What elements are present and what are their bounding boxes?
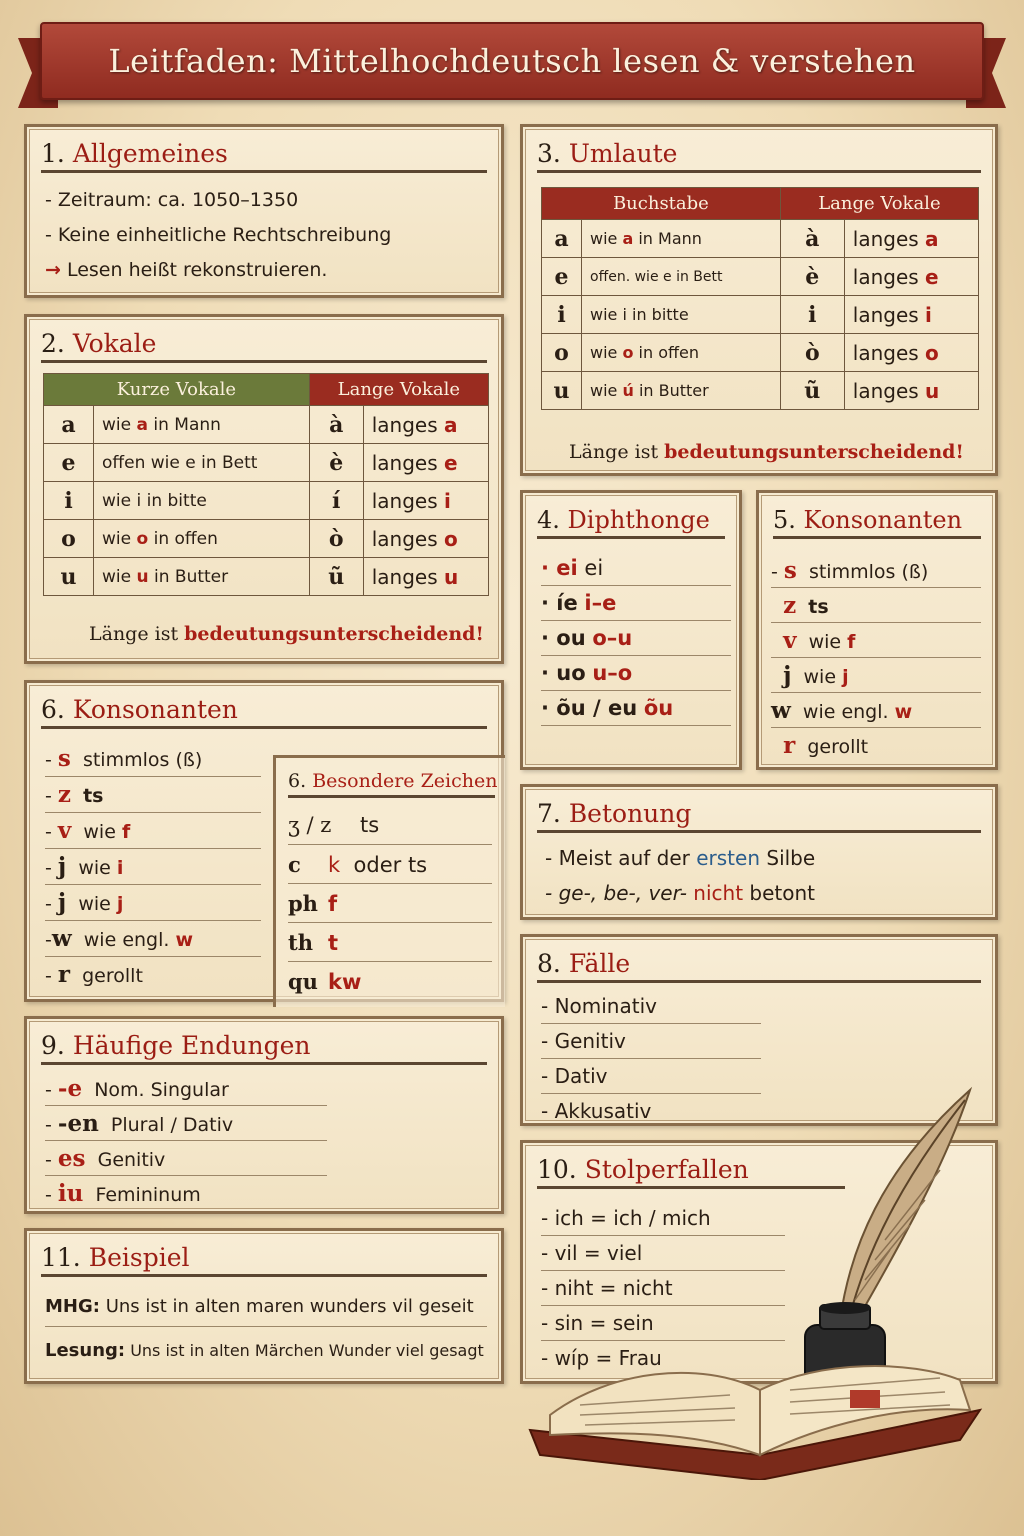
list-item: ʒ / z ts: [288, 806, 492, 845]
list-item: r gerollt: [783, 732, 869, 759]
list-item: - Akkusativ: [541, 1099, 652, 1123]
section-konsonanten-5: [756, 490, 998, 770]
table-row: i wie i in bitte i langes i: [542, 296, 979, 334]
vowel-note: Länge ist bedeutungsunterscheidend!: [89, 623, 484, 645]
table-row: e offen. wie e in Bett è langes e: [542, 258, 979, 296]
list-item: - es Genitiv: [45, 1141, 327, 1176]
allgemeines-list: [45, 183, 485, 288]
list-item: → Lesen heißt rekonstruieren.: [45, 259, 328, 281]
list-item: - wíp = Frau: [541, 1346, 662, 1370]
umlaut-note: Länge ist bedeutungsunterscheidend!: [569, 441, 964, 463]
diphthong-list: [541, 551, 731, 726]
section-betonung: [520, 784, 998, 920]
list-item: - niht = nicht: [541, 1271, 785, 1306]
list-item: - Meist auf der ersten Silbe: [545, 846, 816, 870]
list-item: z ts: [771, 588, 981, 623]
list-item: · uo u–o: [541, 656, 731, 691]
list-item: -w wie engl. w: [45, 921, 261, 957]
section-umlaute: [520, 124, 998, 476]
konsonanten-list: [771, 553, 981, 763]
list-item: - sin = sein: [541, 1306, 785, 1341]
section-heading: 11. Beispiel: [41, 1239, 487, 1277]
list-item: - Genitiv: [541, 1024, 761, 1059]
list-item: - r gerollt: [45, 961, 143, 988]
list-item: - z ts: [45, 777, 261, 813]
title-banner: [40, 22, 984, 100]
list-item: · ou o–u: [541, 621, 731, 656]
list-item: c k oder ts: [288, 845, 492, 884]
zeichen-list: [288, 806, 492, 1001]
section-heading: 5. Konsonanten: [773, 501, 981, 539]
konsonanten-list: [45, 741, 261, 993]
list-item: - Keine einheitliche Rechtschreibung: [45, 224, 392, 246]
table-header: Buchstabe: [542, 188, 781, 220]
section-heading: 4. Diphthonge: [537, 501, 725, 539]
list-item: - Nominativ: [541, 989, 761, 1024]
section-konsonanten-6: [24, 680, 504, 1002]
list-item: - s stimmlos (ß): [771, 553, 981, 588]
table-row: u wie ú in Butter ũ langes u: [542, 372, 979, 410]
list-item: - iu Femininum: [45, 1180, 201, 1207]
list-item: - Dativ: [541, 1059, 761, 1094]
table-row: u wie u in Butter ũ langes u: [44, 558, 489, 596]
section-heading: 1. Allgemeines: [41, 135, 487, 173]
list-item: - j wie i: [45, 849, 261, 885]
section-allgemeines: [24, 124, 504, 298]
list-item: v wie f: [771, 623, 981, 658]
list-item: w wie engl. w: [771, 693, 981, 728]
section-heading: 8. Fälle: [537, 945, 981, 983]
section-heading: 2. Vokale: [41, 325, 487, 363]
list-item: - vil = viel: [541, 1236, 785, 1271]
table-row: a wie a in Mann à langes a: [44, 406, 489, 444]
list-item: - s stimmlos (ß): [45, 741, 261, 777]
section-endungen: [24, 1016, 504, 1214]
example-lesung: Lesung: Uns ist in alten Märchen Wunder viel gesagt: [45, 1340, 484, 1361]
section-diphthonge: [520, 490, 742, 770]
table-row: o wie o in offen ò langes o: [44, 520, 489, 558]
list-item: - -e Nom. Singular: [45, 1071, 327, 1106]
list-item: - -en Plural / Dativ: [45, 1106, 327, 1141]
section-heading: 6. Besondere Zeichen: [288, 764, 495, 798]
section-vokale: [24, 314, 504, 664]
list-item: th t: [288, 923, 492, 962]
arrow-icon: →: [45, 259, 61, 281]
list-item: · õu / eu õu: [541, 691, 731, 726]
endungen-list: [45, 1071, 327, 1211]
betonung-list: [545, 841, 985, 911]
section-heading: 6. Konsonanten: [41, 691, 487, 729]
list-item: · ei ei: [541, 551, 731, 586]
subsection-besondere-zeichen: [273, 755, 505, 1007]
section-heading: 10. Stolperfallen: [537, 1151, 845, 1189]
table-header: Lange Vokale: [780, 188, 978, 220]
quill-icon: [840, 1090, 970, 1320]
section-heading: 9. Häufige Endungen: [41, 1027, 487, 1065]
table-row: a wie a in Mann à langes a: [542, 220, 979, 258]
table-row: i wie i in bitte í langes i: [44, 482, 489, 520]
vowel-table: [43, 373, 489, 596]
list-item: - ge-, be-, ver- nicht betont: [545, 881, 815, 905]
list-item: - v wie f: [45, 813, 261, 849]
example-mhg: MHG: Uns ist in alten maren wunders vil geseit: [45, 1287, 487, 1327]
table-row: o wie o in offen ò langes o: [542, 334, 979, 372]
table-header: Lange Vokale: [309, 374, 488, 406]
book-icon: [530, 1366, 980, 1480]
list-item: j wie j: [771, 658, 981, 693]
page-title: Leitfaden: Mittelhochdeutsch lesen & verstehen: [108, 42, 916, 80]
list-item: · íe i–e: [541, 586, 731, 621]
list-item: ph f: [288, 884, 492, 923]
table-row: e offen wie e in Bett è langes e: [44, 444, 489, 482]
table-header: Kurze Vokale: [44, 374, 310, 406]
list-item: - ich = ich / mich: [541, 1201, 785, 1236]
list-item: qu kw: [288, 969, 362, 994]
list-item: - j wie j: [45, 885, 261, 921]
quill-book-illustration: [520, 1060, 1000, 1480]
section-beispiel: [24, 1228, 504, 1384]
list-item: - Zeitraum: ca. 1050–1350: [45, 189, 299, 211]
section-heading: 7. Betonung: [537, 795, 981, 833]
umlaut-table: [541, 187, 979, 410]
section-heading: 3. Umlaute: [537, 135, 981, 173]
